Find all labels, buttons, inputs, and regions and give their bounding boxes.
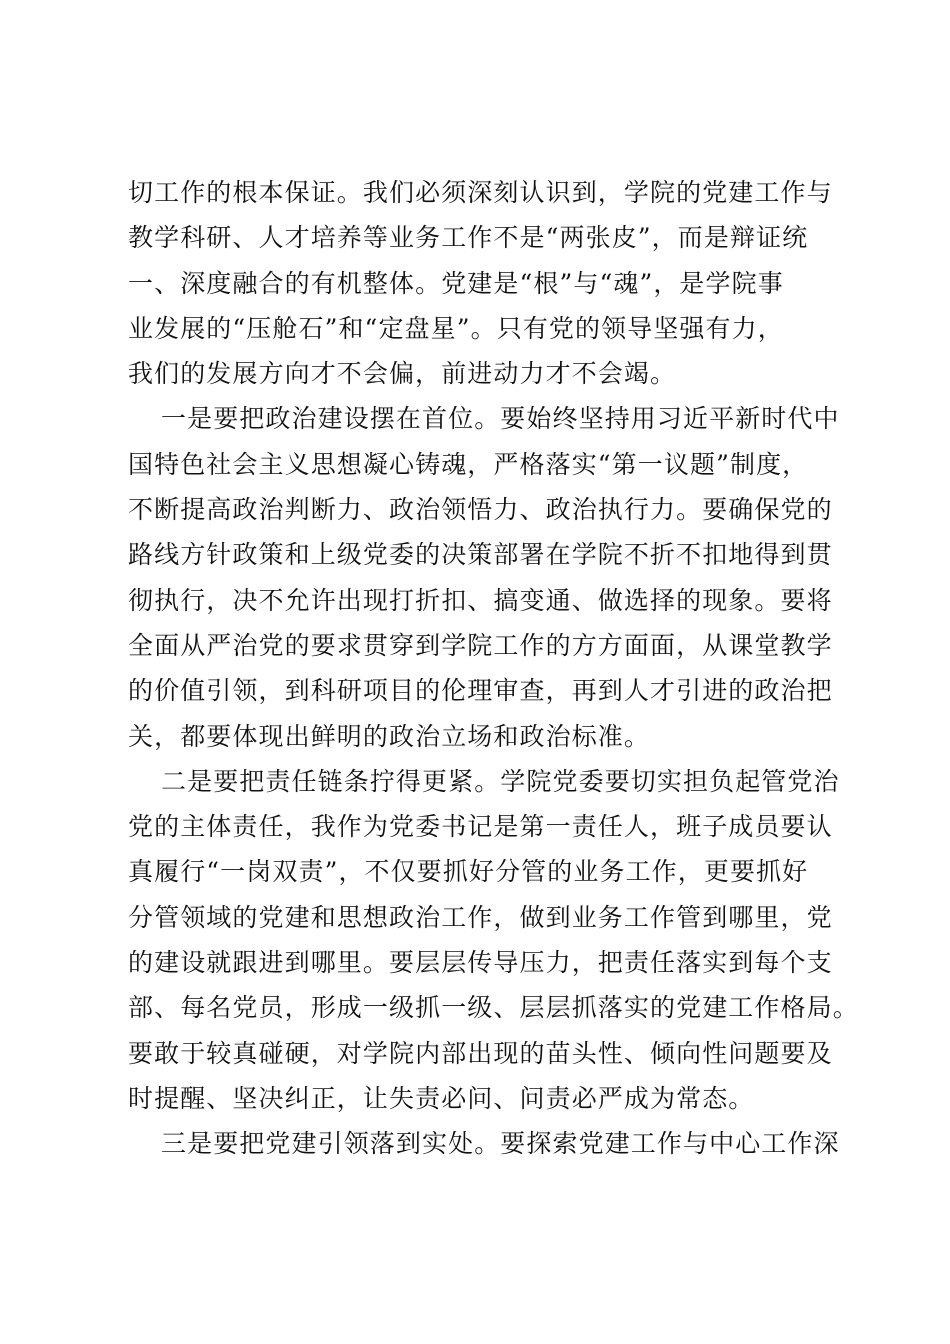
text-line: 彻执行，决不允许出现打折扣、搞变通、做选择的现象。要将 — [128, 585, 833, 615]
document-body — [128, 170, 859, 1167]
text-line: 分管领域的党建和思想政治工作，做到业务工作管到哪里，党 — [128, 902, 833, 932]
text-line: 要敢于较真碰硬，对学院内部出现的苗头性、倾向性问题要及 — [128, 1038, 833, 1068]
text-line: 关，都要体现出鲜明的政治立场和政治标准。 — [128, 721, 651, 751]
text-line: 国特色社会主义思想凝心铸魂，严格落实“第一议题”制度， — [128, 449, 809, 479]
text-line: 切工作的根本保证。我们必须深刻认识到，学院的党建工作与 — [128, 178, 833, 207]
text-line: 路线方针政策和上级党委的决策部署在学院不折不扣地得到贯 — [128, 540, 833, 570]
text-line: 的价值引领，到科研项目的伦理审查，再到人才引进的政治把 — [128, 676, 833, 706]
text-line: 不断提高政治判断力、政治领悟力、政治执行力。要确保党的 — [128, 495, 833, 525]
text-line: 的建设就跟进到哪里。要层层传导压力，把责任落实到每个支 — [128, 948, 833, 978]
text-line: 党的主体责任，我作为党委书记是第一责任人，班子成员要认 — [128, 812, 833, 842]
text-line: 真履行“一岗双责”，不仅要抓好分管的业务工作，更要抓好 — [128, 857, 809, 887]
text-line: 全面从严治党的要求贯穿到学院工作的方方面面，从课堂教学 — [128, 630, 833, 660]
text-line: 时提醒、坚决纠正，让失责必问、问责必严成为常态。 — [128, 1083, 755, 1113]
paragraph-first-line: 二是要把责任链条拧得更紧。学院党委要切实担负起管党治 — [161, 766, 840, 796]
paragraph-first-line: 一是要把政治建设摆在首位。要始终坚持用习近平新时代中 — [161, 404, 840, 434]
text-line: 教学科研、人才培养等业务工作不是“两张皮”，而是辩证统 — [128, 223, 809, 253]
text-line: 我们的发展方向才不会偏，前进动力才不会竭。 — [128, 359, 677, 389]
text-line: 业发展的“压舱石”和“定盘星”。只有党的领导坚强有力， — [128, 313, 784, 343]
text-line: 一、深度融合的有机整体。党建是“根”与“魂”，是学院事 — [128, 268, 784, 298]
text-line: 部、每名党员，形成一级抓一级、层层抓落实的党建工作格局。 — [128, 993, 859, 1023]
paragraph-first-line: 三是要把党建引领落到实处。要探索党建工作与中心工作深 — [161, 1129, 840, 1159]
